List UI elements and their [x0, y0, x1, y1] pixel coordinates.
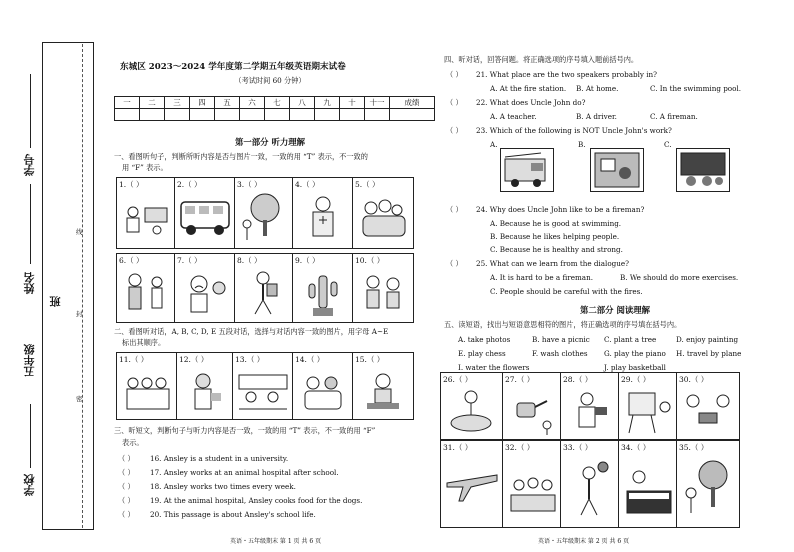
left-page-footer: 英语・五年级期末 第 1 页 共 6 页 [230, 538, 322, 545]
exam-time: （考试时间 60 分钟） [234, 76, 306, 85]
q11-label: 11.（ ） [119, 355, 149, 364]
q6-label: 6.（ ） [119, 256, 144, 265]
picture-q33 [560, 440, 620, 528]
q16-text: 16. Ansley is a student in a university. [150, 454, 289, 463]
number-label: 学号 [23, 154, 36, 176]
two-people-icon [117, 254, 175, 322]
score-table [114, 96, 435, 121]
score-cell[interactable] [115, 109, 140, 121]
basketball-icon [561, 441, 619, 527]
family-group-icon [353, 178, 413, 248]
part1-heading: 第一部分 听力理解 [235, 137, 305, 147]
school-bus-icon [175, 178, 235, 248]
q21-option-b[interactable]: B. At home. [576, 84, 619, 93]
q21-option-c[interactable]: C. In the swimming pool. [650, 84, 742, 93]
phrase-b: B. have a picnic [532, 335, 590, 344]
sec1-instruction-line2: 用 “F” 表示。 [122, 163, 168, 172]
picture-q7 [174, 253, 236, 323]
tree-planting-icon [235, 178, 293, 248]
q18-text: 18. Ansley works two times every week. [150, 482, 296, 491]
phrase-a: A. take photos [458, 335, 511, 344]
score-cell[interactable] [140, 109, 165, 121]
picnic-group-icon [503, 441, 561, 527]
picture-q2 [174, 177, 236, 249]
score-header: 十 [340, 97, 365, 109]
q15-label: 15.（ ） [355, 355, 385, 364]
friends-icon [293, 353, 353, 419]
q24-text: 24. Why does Uncle John like to be a fireman? [476, 205, 645, 214]
seal-char-feng: 封 [76, 310, 83, 318]
binding-strip [8, 34, 96, 534]
q22-option-c[interactable]: C. A fireman. [650, 112, 698, 121]
score-header: 八 [290, 97, 315, 109]
q26-label: 26.（ ） [443, 375, 473, 384]
picture-q26 [440, 372, 504, 440]
q19-paren[interactable]: （ ） [118, 496, 135, 505]
q25-option-b[interactable]: B. We should do more exercises. [620, 273, 739, 282]
picture-q1 [116, 177, 176, 249]
q21-option-a[interactable]: A. At the fire station. [490, 84, 567, 93]
q23-option-a[interactable]: A. [490, 140, 498, 149]
phrase-f: F. wash clothes [532, 349, 588, 358]
name-label: 姓名 [23, 272, 36, 294]
q24-option-a[interactable]: A. Because he is good at swimming. [490, 219, 622, 228]
q17-paren[interactable]: （ ） [118, 468, 135, 477]
picture-q14 [292, 352, 354, 420]
q25-text: 25. What can we learn from the dialogue? [476, 259, 630, 268]
q24-option-c[interactable]: C. Because he is healthy and strong. [490, 245, 623, 254]
score-cell[interactable] [240, 109, 265, 121]
q13-label: 13.（ ） [235, 355, 265, 364]
score-header: 四 [190, 97, 215, 109]
sec5-instruction: 五、读短语，找出与短语意思相符的图片，将正确选项的序号填在括号内。 [444, 320, 682, 329]
planting-tree-icon [677, 441, 739, 527]
picture-q12 [176, 352, 234, 420]
picture-q27 [502, 372, 562, 440]
sec2-instruction-line2: 标出其顺序。 [122, 338, 166, 347]
q23-option-c[interactable]: C. [664, 140, 672, 149]
reading-kids-icon [117, 178, 175, 248]
sec2-instruction-line1: 二、看图听对话，A, B, C, D, E 五段对话，选择与对话内容一致的图片，用字母 A~E [114, 327, 389, 336]
picture-q28 [560, 372, 620, 440]
sec4-instruction: 四、听对话，回答问题。将正确选项的序号填入题前括号内。 [444, 55, 639, 64]
q16-paren[interactable]: （ ） [118, 454, 135, 463]
q9-label: 9.（ ） [295, 256, 320, 265]
student-desk-icon [353, 353, 413, 419]
doctor-icon [293, 178, 353, 248]
q20-paren[interactable]: （ ） [118, 510, 135, 519]
q34-label: 34.（ ） [621, 443, 651, 452]
q12-label: 12.（ ） [179, 355, 209, 364]
q10-label: 10.（ ） [355, 256, 385, 265]
q20-text: 20. This passage is about Ansley's school life. [150, 510, 316, 519]
q31-label: 31.（ ） [443, 443, 473, 452]
score-header: 成绩 [390, 97, 435, 109]
phrase-d: D. enjoy painting [676, 335, 739, 344]
picture-q6 [116, 253, 176, 323]
score-cell[interactable] [165, 109, 190, 121]
q33-label: 33.（ ） [563, 443, 593, 452]
q24-option-b[interactable]: B. Because he likes helping people. [490, 232, 620, 241]
score-header: 七 [265, 97, 290, 109]
picture-q15 [352, 352, 414, 420]
picture-q9 [292, 253, 354, 323]
picture-q5 [352, 177, 414, 249]
q23-paren[interactable]: （ ） [446, 126, 463, 135]
score-header: 五 [215, 97, 240, 109]
talking-people-icon [117, 353, 177, 419]
q32-label: 32.（ ） [505, 443, 535, 452]
q28-label: 28.（ ） [563, 375, 593, 384]
school-underline [30, 404, 31, 468]
picture-q13 [232, 352, 294, 420]
q8-label: 8.（ ） [237, 256, 262, 265]
score-cell[interactable] [290, 109, 315, 121]
picture-q11 [116, 352, 178, 420]
picture-q29 [618, 372, 678, 440]
phrase-h: H. travel by plane [676, 349, 742, 358]
q22-paren[interactable]: （ ） [446, 98, 463, 107]
q17-text: 17. Ansley works at an animal hospital after school. [150, 468, 339, 477]
washing-clothes-icon [441, 373, 503, 439]
q30-label: 30.（ ） [679, 375, 709, 384]
score-header: 六 [240, 97, 265, 109]
q14-label: 14.（ ） [295, 355, 325, 364]
phrase-i: I. water the flowers [458, 363, 530, 372]
q35-label: 35.（ ） [679, 443, 709, 452]
teaching-blackboard-icon [677, 149, 729, 191]
playing-children-icon [353, 254, 413, 322]
binding-frame [42, 42, 94, 530]
seal-char-mi: 密 [76, 395, 83, 403]
q22-option-b[interactable]: B. A driver. [576, 112, 617, 121]
q18-paren[interactable]: （ ） [118, 482, 135, 491]
watering-flowers-icon [503, 373, 561, 439]
q27-label: 27.（ ） [505, 375, 535, 384]
fire-truck-icon [501, 149, 553, 191]
girl-reading-icon [177, 353, 233, 419]
score-cell[interactable] [390, 109, 435, 121]
q1-label: 1.（ ） [119, 180, 144, 189]
picture-q32 [502, 440, 562, 528]
q23-text: 23. Which of the following is NOT Uncle John's work? [476, 126, 672, 135]
q21-text: 21. What place are the two speakers probably in? [476, 70, 658, 79]
q22-text: 22. What does Uncle John do? [476, 98, 586, 107]
phrase-g: G. play the piano [604, 349, 666, 358]
q2-label: 2.（ ） [177, 180, 202, 189]
phrase-e: E. play chess [458, 349, 506, 358]
q23-picture-c[interactable] [676, 148, 730, 192]
picture-q8 [234, 253, 294, 323]
score-cell[interactable] [340, 109, 365, 121]
q3-label: 3.（ ） [237, 180, 262, 189]
score-cell[interactable] [315, 109, 340, 121]
score-header: 二 [140, 97, 165, 109]
picture-q35 [676, 440, 740, 528]
sec3-instruction-line2: 表示。 [122, 438, 144, 447]
phrase-j: J. play basketball [604, 363, 666, 372]
crying-child-icon [175, 254, 235, 322]
picture-q4 [292, 177, 354, 249]
score-header: 一 [115, 97, 140, 109]
sec1-instruction-line1: 一、看图听句子，判断所听内容是否与图片一致，一致的用 “T” 表示，不一致的 [114, 152, 368, 161]
score-cell[interactable] [190, 109, 215, 121]
classroom-icon [233, 353, 293, 419]
score-cell[interactable] [265, 109, 290, 121]
score-header: 十一 [365, 97, 390, 109]
school-label: 学校 [23, 474, 36, 496]
q25-option-c[interactable]: C. People should be careful with the fires. [490, 287, 643, 296]
q29-label: 29.（ ） [621, 375, 651, 384]
q19-text: 19. At the animal hospital, Ansley cooks food for the dogs. [150, 496, 363, 505]
right-page-footer: 英语・五年级期末 第 2 页 共 6 页 [538, 538, 630, 545]
q22-option-a[interactable]: A. A teacher. [490, 112, 537, 121]
picture-q10 [352, 253, 414, 323]
score-cell[interactable] [365, 109, 390, 121]
q23-picture-a[interactable] [500, 148, 554, 192]
camera-photo-icon [561, 373, 619, 439]
airplane-icon [441, 441, 503, 527]
q4-label: 4.（ ） [295, 180, 320, 189]
sec3-instruction-line1: 三、听短文，判断句子与听力内容是否一致，一致的用 “T” 表示，不一致的用 “F” [114, 426, 376, 435]
q23-picture-b[interactable] [590, 148, 644, 192]
exam-title: 东城区 2023～2024 学年度第二学期五年级英语期末试卷 [120, 62, 346, 72]
score-header: 九 [315, 97, 340, 109]
picture-q34 [618, 440, 678, 528]
chess-playing-icon [677, 373, 739, 439]
fire-rescue-icon [591, 149, 643, 191]
seal-char-xian: 线 [76, 228, 83, 236]
picture-q3 [234, 177, 294, 249]
hiking-icon [235, 254, 293, 322]
q21-paren[interactable]: （ ） [446, 70, 463, 79]
q23-option-b[interactable]: B. [578, 140, 586, 149]
picture-q31 [440, 440, 504, 528]
q5-label: 5.（ ） [355, 180, 380, 189]
painting-easel-icon [619, 373, 677, 439]
q24-paren[interactable]: （ ） [446, 205, 463, 214]
name-underline [30, 184, 31, 264]
phrase-c: C. plant a tree [604, 335, 657, 344]
part2-heading: 第二部分 阅读理解 [580, 305, 650, 315]
number-underline [30, 74, 31, 148]
class-label: 五年级 [23, 344, 36, 377]
q7-label: 7.（ ） [177, 256, 202, 265]
picture-q30 [676, 372, 740, 440]
score-cell[interactable] [215, 109, 240, 121]
piano-icon [619, 441, 677, 527]
ban-label: 班 [49, 296, 62, 307]
q25-paren[interactable]: （ ） [446, 259, 463, 268]
q25-option-a[interactable]: A. It is hard to be a fireman. [490, 273, 593, 282]
score-header: 三 [165, 97, 190, 109]
cactus-plant-icon [293, 254, 353, 322]
seal-dashed-line [82, 44, 83, 528]
